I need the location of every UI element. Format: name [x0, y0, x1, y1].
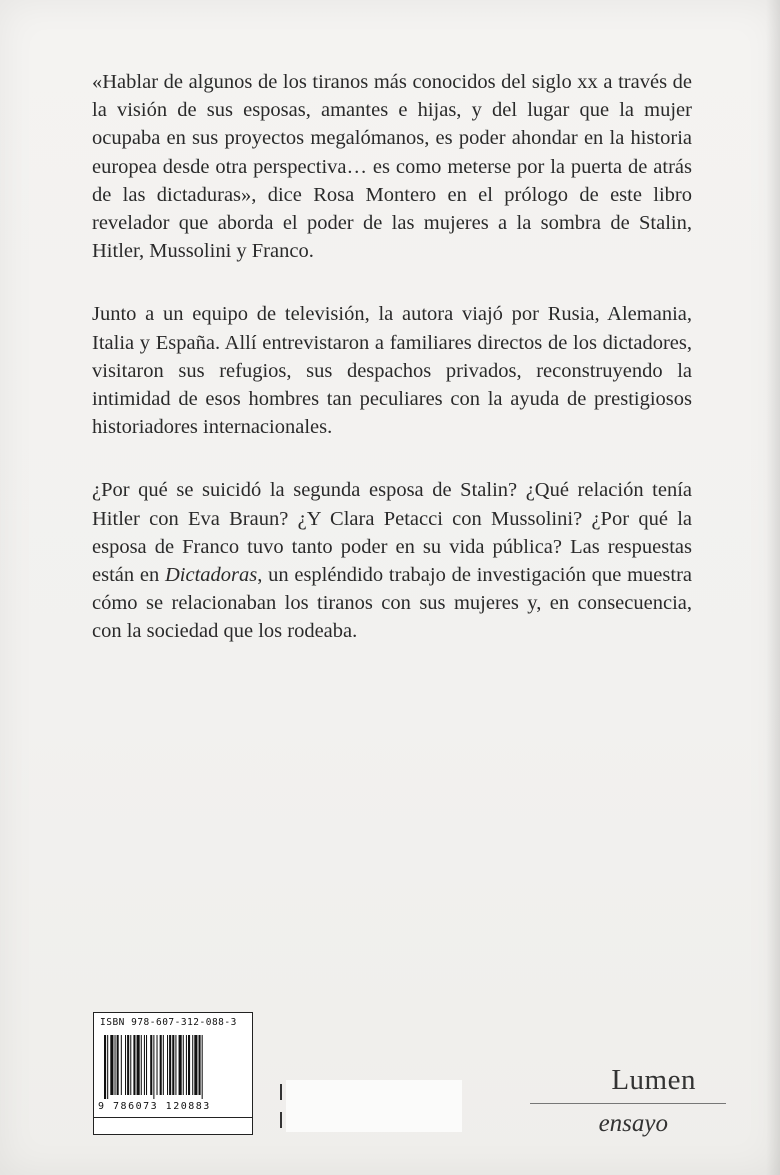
barcode-bar — [194, 1035, 197, 1095]
barcode-bars — [104, 1035, 244, 1099]
barcode-bar — [163, 1035, 164, 1095]
blurb-text — [92, 68, 692, 681]
barcode-bar — [121, 1035, 122, 1095]
publisher-logo — [530, 1064, 726, 1138]
blurb-paragraph-3-end: , un espléndido trabajo de investigación que muestra cómo se relacionaban los tiranos con sus mujeres y, en consecuencia, con la sociedad que los rodeaba. — [92, 564, 692, 643]
barcode-bar — [160, 1035, 162, 1095]
blurb-paragraph-1: «Hablar de algunos de los tiranos más conocidos del siglo xx a través de la visión de sus esposas, amantes e hijas, y del lugar que la mujer ocupaba en sus proyectos megalómanos, es poder ahondar en la historia europea desde otra perspectiva… es como meterse por la puerta de atrás de las dictaduras», dice Rosa Montero en el prólogo de este libro revelador que aborda el poder de las mujeres a la sombra de Stalin, Hitler, Mussolini y Franco. — [92, 71, 692, 263]
barcode-bar — [157, 1035, 158, 1095]
barcode-bar — [137, 1035, 140, 1095]
barcode-bar — [104, 1035, 106, 1099]
cover-edge-shadow — [766, 0, 780, 1175]
barcode-bar — [169, 1035, 171, 1095]
barcode-bar — [133, 1035, 135, 1095]
barcode-bar — [130, 1035, 131, 1095]
barcode-digits: 9 786073 120883 — [98, 1101, 211, 1112]
barcode-bar — [141, 1035, 142, 1095]
barcode-bar — [172, 1035, 174, 1095]
collection-name: ensayo — [598, 1110, 668, 1137]
barcode-bar — [183, 1035, 184, 1095]
crop-mark — [280, 1112, 282, 1128]
sticker-area — [286, 1080, 462, 1132]
isbn-barcode — [93, 1012, 253, 1135]
publisher-name: Lumen — [611, 1064, 696, 1096]
barcode-bar — [117, 1035, 119, 1095]
barcode-bar — [146, 1035, 147, 1095]
isbn-label: ISBN 978-607-312-088-3 — [100, 1017, 237, 1028]
barcode-bar — [167, 1035, 168, 1095]
blurb-paragraph-3-start: ¿Por qué se suicidó la segunda esposa de Stalin? ¿Qué relación tenía Hitler con Eva Braun? ¿Y Clara Petacci con Mussolini? ¿Por qué la esposa de Franco tuvo tanto poder en su vida pública? Las respuestas están en — [92, 479, 692, 587]
barcode-bar — [125, 1035, 126, 1095]
barcode-bar — [144, 1035, 145, 1095]
book-title-italic: Dictadoras — [164, 564, 258, 587]
barcode-bar — [202, 1035, 203, 1099]
barcode-bar — [175, 1035, 176, 1095]
barcode-bar — [186, 1035, 187, 1095]
crop-mark — [280, 1084, 282, 1100]
blurb-paragraph-2: Junto a un equipo de televisión, la autora viajó por Rusia, Alemania, Italia y España. Allí entrevistaron a familiares directos de los dictadores, visitaron sus refugios, sus despachos privados, reconstruyendo la intimidad de esos hombres tan peculiares con la ayuda de prestigiosos historiadores internacionales. — [92, 303, 692, 439]
barcode-bar — [107, 1035, 108, 1099]
barcode-bar — [179, 1035, 182, 1095]
barcode-bar — [127, 1035, 129, 1095]
blurb-paragraph-3 — [92, 476, 692, 645]
barcode-bar — [153, 1035, 154, 1099]
price-strip — [94, 1117, 252, 1134]
publisher-divider — [530, 1103, 726, 1104]
barcode-bar — [115, 1035, 116, 1095]
barcode-bar — [150, 1035, 152, 1095]
barcode-bar — [110, 1035, 113, 1095]
barcode-bar — [199, 1035, 201, 1095]
barcode-bar — [188, 1035, 190, 1095]
barcode-bar — [192, 1035, 193, 1095]
